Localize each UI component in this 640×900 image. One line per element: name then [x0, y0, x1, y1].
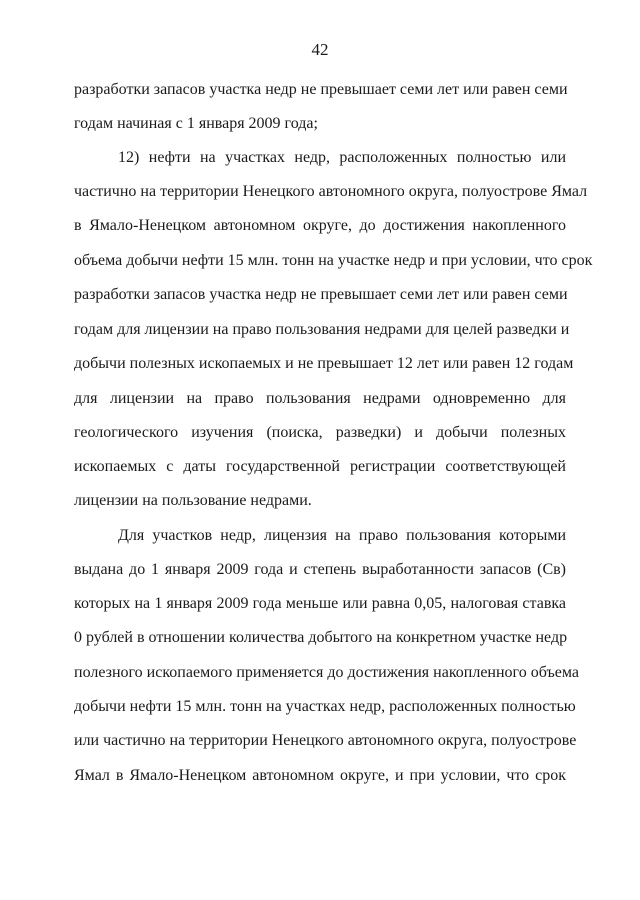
- text-line: геологического изучения (поиска, разведки) и добычи полезных: [74, 424, 566, 441]
- text-line: объема добычи нефти 15 млн. тонн на участке недр и при условии, что срок: [74, 252, 593, 269]
- text-line: выдана до 1 января 2009 года и степень выработанности запасов (Св): [74, 561, 566, 578]
- text-line: разработки запасов участка недр не превышает семи лет или равен семи: [74, 81, 568, 98]
- text-line: лицензии на пользование недрами.: [74, 492, 312, 509]
- text-line: частично на территории Ненецкого автономного округа, полуострове Ямал: [74, 183, 588, 200]
- text-line: для лицензии на право пользования недрами одновременно для: [74, 390, 566, 407]
- text-line: полезного ископаемого применяется до достижения накопленного объема: [74, 664, 579, 681]
- text-line: годам начиная с 1 января 2009 года;: [74, 115, 318, 132]
- text-line: 12) нефти на участках недр, расположенных полностью или: [118, 149, 566, 166]
- text-line: 0 рублей в отношении количества добытого на конкретном участке недр: [74, 629, 568, 646]
- text-line: добычи полезных ископаемых и не превышает 12 лет или равен 12 годам: [74, 355, 574, 372]
- text-line: или частично на территории Ненецкого автономного округа, полуострове: [74, 732, 577, 749]
- text-line: которых на 1 января 2009 года меньше или равна 0,05, налоговая ставка: [74, 595, 566, 612]
- text-line: Для участков недр, лицензия на право пользования которыми: [118, 527, 566, 544]
- text-line: в Ямало-Ненецком автономном округе, до достижения накопленного: [74, 217, 566, 234]
- text-line: разработки запасов участка недр не превышает семи лет или равен семи: [74, 286, 568, 303]
- text-line: ископаемых с даты государственной регистрации соответствующей: [74, 458, 566, 475]
- page-number: 42: [311, 40, 329, 59]
- text-line: годам для лицензии на право пользования недрами для целей разведки и: [74, 321, 570, 338]
- text-line: добычи нефти 15 млн. тонн на участках недр, расположенных полностью: [74, 698, 576, 715]
- text-line: Ямал в Ямало-Ненецком автономном округе, и при условии, что срок: [74, 767, 566, 784]
